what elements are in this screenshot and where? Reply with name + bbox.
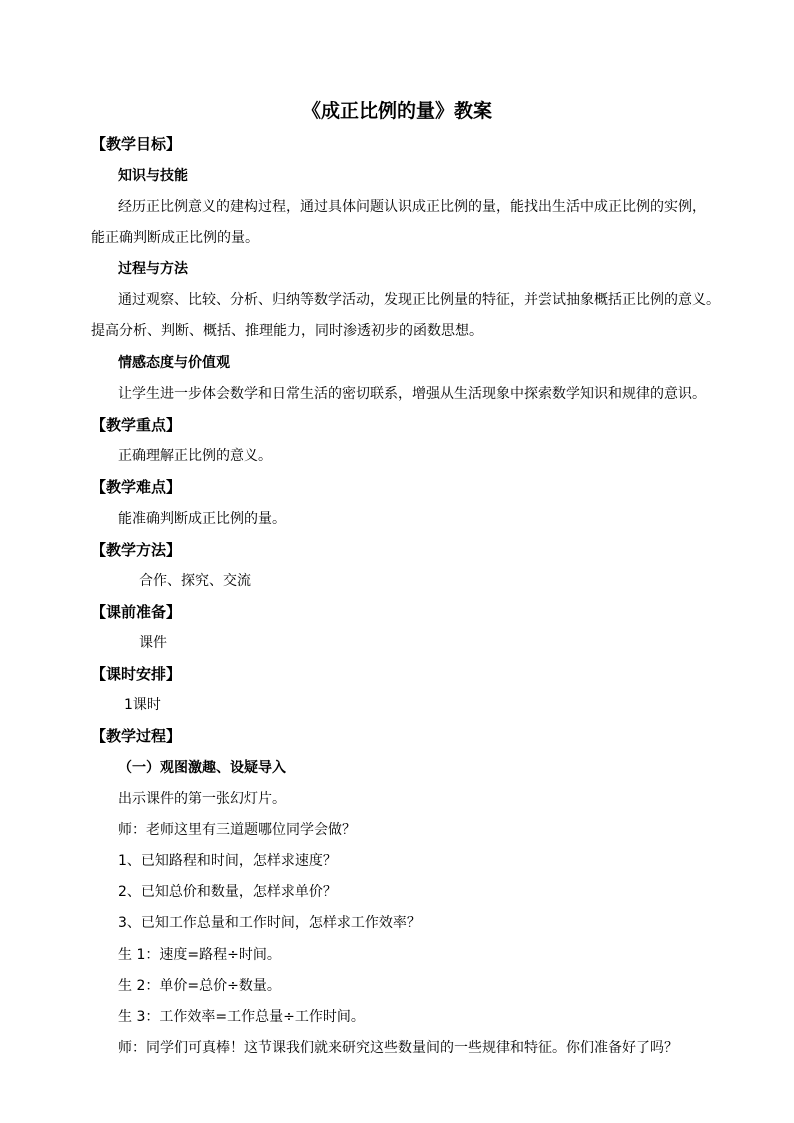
paragraph-line: 生 2：单价=总价÷数量。 [118,978,281,994]
section-heading: 【教学方法】 [91,541,182,559]
paragraph-line: 1课时 [124,697,161,713]
section-heading: 【教学目标】 [91,135,182,153]
paragraph-line: 生 1：速度=路程÷时间。 [118,947,281,963]
paragraph-line: 师：老师这里有三道题哪位同学会做？ [118,822,356,838]
paragraph-line: 1、已知路程和时间，怎样求速度？ [118,853,337,869]
paragraph-line: 师：同学们可真棒！这节课我们就来研究这些数量间的一些规律和特征。你们准备好了吗？ [118,1040,678,1056]
paragraph-line: 能准确判断成正比例的量。 [118,511,286,527]
paragraph-line: 经历正比例意义的建构过程，通过具体问题认识成正比例的量，能找出生活中成正比例的实例， [118,199,706,215]
page-title: 《成正比例的量》教案 [301,100,492,122]
paragraph-line: 合作、探究、交流 [139,573,251,589]
section-heading: 【课时安排】 [91,665,182,683]
section-heading: 【教学过程】 [91,727,182,745]
paragraph-line: 让学生进一步体会数学和日常生活的密切联系，增强从生活现象中探索数学知识和规律的意识。 [118,386,706,402]
paragraph-line: 提高分析、判断、概括、推理能力，同时渗透初步的函数思想。 [91,323,483,339]
paragraph-line: 能正确判断成正比例的量。 [91,230,259,246]
paragraph-line: 3、已知工作总量和工作时间，怎样求工作效率？ [118,915,421,931]
paragraph-line: 2、已知总价和数量，怎样求单价？ [118,884,337,900]
subsection-heading: 情感态度与价值观 [118,355,230,371]
section-heading: 【教学难点】 [91,478,182,496]
section-heading: 【课前准备】 [91,603,182,621]
subsection-heading: （一）观图激趣、设疑导入 [118,760,286,776]
section-heading: 【教学重点】 [91,416,182,434]
paragraph-line: 课件 [139,635,167,651]
subsection-heading: 过程与方法 [118,261,188,277]
subsection-heading: 知识与技能 [118,168,188,184]
paragraph-line: 正确理解正比例的意义。 [118,448,272,464]
paragraph-line: 生 3：工作效率=工作总量÷工作时间。 [118,1009,365,1025]
paragraph-line: 通过观察、比较、分析、归纳等数学活动，发现正比例量的特征，并尝试抽象概括正比例的意义。 [118,292,720,308]
paragraph-line: 出示课件的第一张幻灯片。 [118,791,286,807]
